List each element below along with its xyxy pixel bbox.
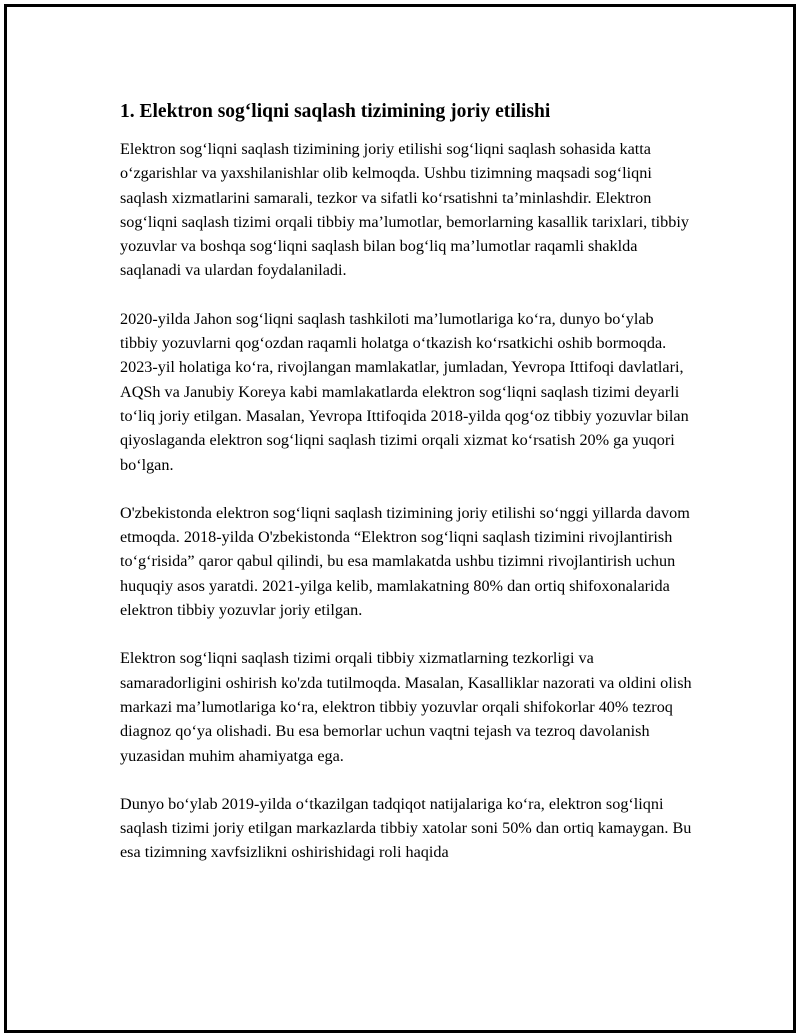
section-heading: 1. Elektron sog‘liqni saqlash tizimining joriy etilishi	[120, 101, 551, 122]
paragraph-4: Elektron sog‘liqni saqlash tizimi orqali tibbiy xizmatlarning tezkorligi va samaradorligini oshirish ko'zda tutilmoqda. Masalan, Kasalliklar nazorati va oldini olish markazi ma’lumotlariga ko‘ra, elektron tibbiy yozuvlar orqali shifokorlar 40% tezroq diagnoz qo‘ya olishadi. Bu esa bemorlar uchun vaqtni tejash va tezroq davolanish yuzasidan muhim ahamiyatga ega.	[120, 649, 692, 765]
paragraph-1: Elektron sog‘liqni saqlash tizimining joriy etilishi sog‘liqni saqlash sohasida katta o‘zgarishlar va yaxshilanishlar olib kelmoqda. Ushbu tizimning maqsadi sog‘liqni saqlash xizmatlarini samarali, tezkor va sifatli ko‘rsatishni ta’minlashdir. Elektron sog‘liqni saqlash tizimi orqali tibbiy ma’lumotlar, bemorlarning kasallik tarixlari, tibbiy yozuvlar va boshqa sog‘liqni saqlash bilan bog‘liq ma’lumotlar raqamli shaklda saqlanadi va ulardan foydalaniladi.	[120, 140, 689, 280]
paragraph-2: 2020-yilda Jahon sog‘liqni saqlash tashkiloti ma’lumotlariga ko‘ra, dunyo bo‘ylab tibbiy yozuvlarni qog‘ozdan raqamli holatga o‘tkazish ko‘rsatkichi oshib bormoqda. 2023-yil holatiga ko‘ra, rivojlangan mamlakatlar, jumladan, Yevropa Ittifoqi davlatlari, AQSh va Janubiy Koreya kabi mamlakatlarda elektron sog‘liqni saqlash tizimi deyarli to‘liq joriy etilgan. Masalan, Yevropa Ittifoqida 2018-yilda qog‘oz tibbiy yozuvlar bilan qiyoslaganda elektron sog‘liqni saqlash tizimi orqali xizmat ko‘rsatish 20% ga yuqori bo‘lgan.	[120, 309, 689, 474]
page-frame	[4, 4, 796, 1033]
paragraph-3: O'zbekistonda elektron sog‘liqni saqlash tizimining joriy etilishi so‘nggi yillarda davom etmoqda. 2018-yilda O'zbekistonda “Elektron sog‘liqni saqlash tizimini rivojlantirish to‘g‘risida” qaror qabul qilindi, bu esa mamlakatda ushbu tizimni rivojlantirish uchun huquqiy asos yaratdi. 2021-yilga kelib, mamlakatning 80% dan ortiq shifoxonalarida elektron tibbiy yozuvlar joriy etilgan.	[120, 503, 690, 620]
paragraph-5: Dunyo bo‘ylab 2019-yilda o‘tkazilgan tadqiqot natijalariga ko‘ra, elektron sog‘liqni saqlash tizimi joriy etilgan markazlarda tibbiy xatolar soni 50% dan ortiq kamaygan. Bu esa tizimning xavfsizlikni oshirishidagi roli haqida	[120, 794, 692, 862]
document-body	[120, 100, 695, 889]
